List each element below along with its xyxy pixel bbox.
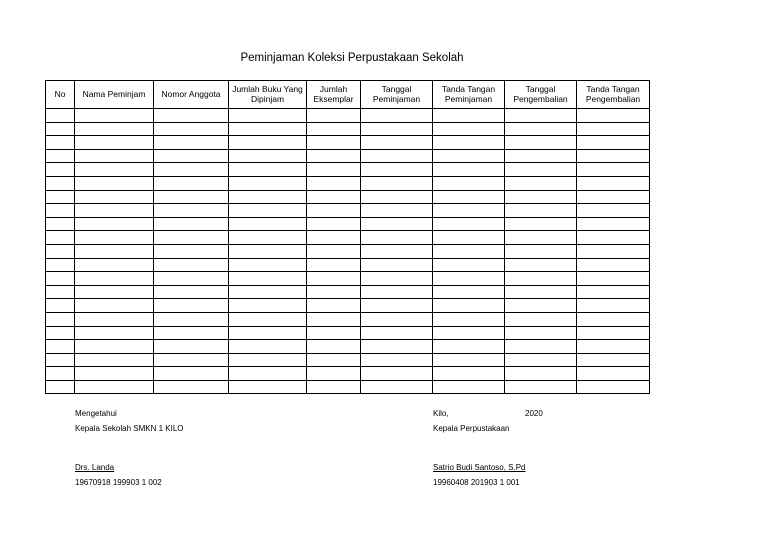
table-cell [46,176,75,190]
table-cell [154,122,229,136]
table-cell [229,258,307,272]
table-cell [229,149,307,163]
table-cell [46,231,75,245]
table-cell [505,190,577,204]
table-row [46,326,650,340]
table-cell [361,176,433,190]
table-cell [307,326,361,340]
table-cell [154,353,229,367]
table-cell [577,217,650,231]
table-cell [75,258,154,272]
table-cell [154,231,229,245]
table-header-row [46,81,650,109]
table-cell [75,190,154,204]
table-cell [46,285,75,299]
table-cell [75,285,154,299]
table-cell [433,190,505,204]
table-cell [505,353,577,367]
table-cell [75,231,154,245]
table-cell [307,272,361,286]
table-cell [307,176,361,190]
table-row [46,176,650,190]
table-cell [577,312,650,326]
table-row [46,285,650,299]
table-cell [307,380,361,394]
table-cell [505,244,577,258]
table-cell [307,258,361,272]
table-cell [433,258,505,272]
table-row [46,340,650,354]
table-cell [361,217,433,231]
table-cell [361,258,433,272]
table-cell [361,272,433,286]
table-cell [505,312,577,326]
left-sig-name: Drs. Landa [75,463,115,472]
table-cell [307,190,361,204]
table-cell [577,326,650,340]
table-cell [307,353,361,367]
table-cell [75,163,154,177]
column-header-jumlah-buku: Jumlah Buku Yang Dipinjam [229,81,307,109]
table-cell [505,149,577,163]
table-cell [505,367,577,381]
table-cell [75,367,154,381]
table-cell [75,136,154,150]
table-cell [307,312,361,326]
table-cell [307,217,361,231]
table-cell [229,353,307,367]
table-cell [229,326,307,340]
table-cell [505,122,577,136]
left-sig-nip: 19670918 199903 1 002 [75,478,162,487]
table-cell [361,285,433,299]
table-cell [361,190,433,204]
table-cell [75,204,154,218]
table-row [46,149,650,163]
table-cell [361,109,433,123]
right-sig-place: Kilo, [433,409,449,418]
table-cell [229,176,307,190]
table-cell [361,163,433,177]
left-sig-line2: Kepala Sekolah SMKN 1 KILO [75,424,184,433]
table-cell [577,258,650,272]
table-cell [46,244,75,258]
table-cell [75,109,154,123]
table-cell [433,149,505,163]
table-cell [505,380,577,394]
table-cell [229,204,307,218]
table-cell [361,136,433,150]
table-cell [577,380,650,394]
table-cell [154,176,229,190]
table-cell [433,176,505,190]
right-sig-year: 2020 [525,409,543,418]
table-cell [154,326,229,340]
table-cell [361,340,433,354]
table-cell [46,136,75,150]
table-cell [75,244,154,258]
table-row [46,312,650,326]
column-header-ttd-pengembalian: Tanda Tangan Pengembalian [577,81,650,109]
column-header-nama-peminjam: Nama Peminjam [75,81,154,109]
table-cell [361,380,433,394]
table-body [46,109,650,394]
table-cell [433,163,505,177]
table-cell [433,136,505,150]
table-cell [154,163,229,177]
table-cell [46,149,75,163]
table-cell [361,149,433,163]
column-header-tanggal-peminjaman: Tanggal Peminjaman [361,81,433,109]
table-row [46,367,650,381]
table-cell [577,299,650,313]
table-cell [229,380,307,394]
table-cell [577,340,650,354]
table-cell [577,231,650,245]
table-cell [505,176,577,190]
table-cell [46,190,75,204]
table-cell [46,109,75,123]
table-cell [433,353,505,367]
table-cell [154,190,229,204]
table-cell [229,312,307,326]
table-cell [577,122,650,136]
table-cell [505,109,577,123]
table-cell [46,367,75,381]
table-cell [505,272,577,286]
page-title: Peminjaman Koleksi Perpustakaan Sekolah [240,52,464,64]
right-sig-name: Satrio Budi Santoso, S.Pd [433,463,526,472]
table-cell [577,163,650,177]
table-cell [433,312,505,326]
table-cell [154,272,229,286]
table-cell [505,204,577,218]
table-cell [361,204,433,218]
table-cell [577,367,650,381]
table-cell [229,122,307,136]
table-cell [229,163,307,177]
table-cell [229,272,307,286]
table-cell [154,312,229,326]
table-row [46,122,650,136]
table-cell [433,326,505,340]
loan-table [45,80,650,394]
column-header-nomor-anggota: Nomor Anggota [154,81,229,109]
table-cell [433,272,505,286]
table-cell [46,380,75,394]
table-cell [154,258,229,272]
table-cell [433,204,505,218]
table-row [46,190,650,204]
table-row [46,231,650,245]
table-cell [154,367,229,381]
table-cell [307,163,361,177]
table-cell [577,204,650,218]
table-cell [75,326,154,340]
column-header-ttd-peminjaman: Tanda Tangan Peminjaman [433,81,505,109]
table-cell [361,231,433,245]
right-sig-nip: 19960408 201903 1 001 [433,478,520,487]
table-cell [229,217,307,231]
table-cell [361,353,433,367]
table-cell [229,190,307,204]
table-cell [361,312,433,326]
table-cell [577,272,650,286]
table-cell [361,122,433,136]
table-cell [46,353,75,367]
table-cell [75,217,154,231]
column-header-tanggal-pengembalian: Tanggal Pengembalian [505,81,577,109]
table-cell [577,149,650,163]
table-cell [505,231,577,245]
table-cell [154,380,229,394]
table-cell [307,285,361,299]
table-cell [505,217,577,231]
table-cell [307,367,361,381]
table-cell [46,258,75,272]
table-cell [577,285,650,299]
table-cell [229,299,307,313]
table-row [46,380,650,394]
table-cell [46,340,75,354]
table-cell [505,163,577,177]
table-cell [505,285,577,299]
table-cell [433,299,505,313]
table-cell [433,122,505,136]
table-cell [577,244,650,258]
table-cell [307,340,361,354]
table-cell [46,217,75,231]
table-cell [46,204,75,218]
table-row [46,163,650,177]
table-cell [307,231,361,245]
table-cell [229,340,307,354]
table-cell [154,244,229,258]
table-cell [577,353,650,367]
table-cell [433,231,505,245]
table-cell [154,204,229,218]
table-cell [577,190,650,204]
right-sig-line2: Kepala Perpustakaan [433,424,510,433]
table-cell [505,258,577,272]
table-cell [75,312,154,326]
table-cell [46,312,75,326]
table-row [46,299,650,313]
table-cell [229,285,307,299]
table-cell [75,122,154,136]
table-cell [307,136,361,150]
table-cell [46,299,75,313]
table-cell [307,122,361,136]
table-cell [361,367,433,381]
table-cell [154,136,229,150]
table-cell [433,285,505,299]
table-cell [505,340,577,354]
table-cell [154,217,229,231]
table-cell [307,244,361,258]
column-header-no: No [46,81,75,109]
table-row [46,258,650,272]
table-cell [577,136,650,150]
table-cell [229,136,307,150]
table-row [46,136,650,150]
table-cell [361,299,433,313]
table-row [46,353,650,367]
table-cell [229,244,307,258]
table-row [46,217,650,231]
table-row [46,244,650,258]
left-sig-line1: Mengetahui [75,409,117,418]
table-cell [154,299,229,313]
table-cell [75,176,154,190]
table-cell [75,299,154,313]
table-cell [307,299,361,313]
table-cell [229,231,307,245]
table-row [46,272,650,286]
table-cell [505,299,577,313]
table-cell [154,285,229,299]
table-cell [433,380,505,394]
table-cell [75,340,154,354]
table-cell [46,326,75,340]
column-header-jumlah-eksemplar: Jumlah Eksemplar [307,81,361,109]
table-cell [433,367,505,381]
table-cell [46,272,75,286]
table-cell [75,380,154,394]
table-cell [229,367,307,381]
table-cell [433,109,505,123]
table-row [46,204,650,218]
table-cell [46,122,75,136]
table-cell [577,176,650,190]
table-row [46,109,650,123]
table-cell [307,149,361,163]
table-cell [75,353,154,367]
table-cell [154,149,229,163]
table-cell [307,204,361,218]
table-cell [433,217,505,231]
table-cell [46,163,75,177]
table-cell [154,340,229,354]
table-cell [577,109,650,123]
table-cell [361,244,433,258]
table-cell [433,340,505,354]
table-cell [154,109,229,123]
table-cell [433,244,505,258]
table-cell [75,149,154,163]
table-cell [361,326,433,340]
table-cell [75,272,154,286]
table-cell [505,136,577,150]
table-cell [505,326,577,340]
table-cell [307,109,361,123]
table-cell [229,109,307,123]
